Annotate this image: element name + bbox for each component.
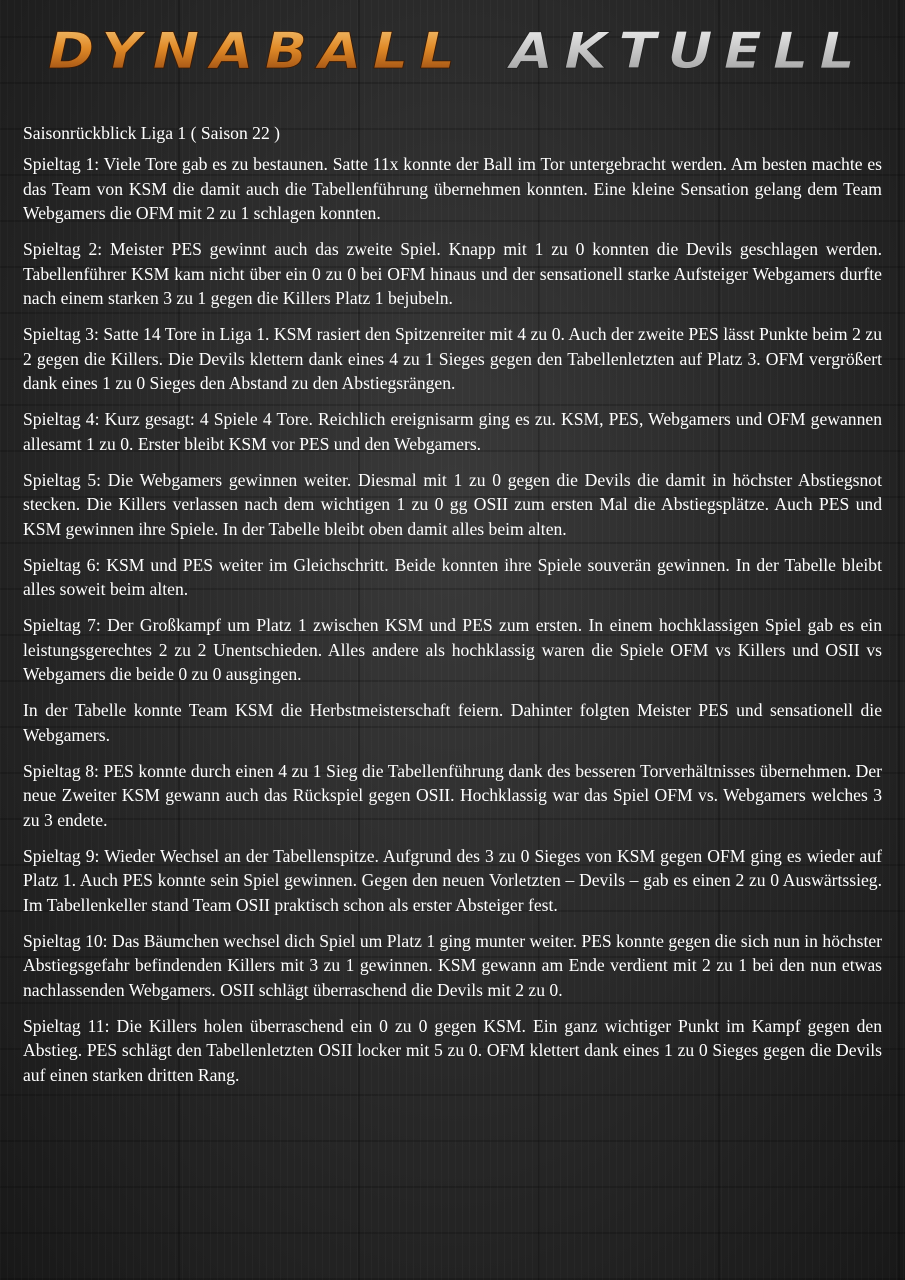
- page-header: [0, 0, 905, 110]
- dynaball-logo: [48, 24, 868, 80]
- article: [23, 122, 882, 1099]
- article-paragraph: Spieltag 10: Das Bäumchen wechsel dich Spiel um Platz 1 ging munter weiter. PES konnte gegen die sich nun in höchster Abstiegsgefahr befindenden Killers mit 3 zu 1 gewinnen. KSM gewann am Ende verdient mit 2 zu 1 bei den nun etwas nachlassenden Webgamers. OSII schlägt überraschend die Devils mit 2 zu 0.: [23, 930, 882, 1000]
- article-paragraph: Spieltag 8: PES konnte durch einen 4 zu 1 Sieg die Tabellenführung dank des besseren Torverhältnisses übernehmen. Der neue Zweiter KSM gewann auch das Rückspiel gegen OSII. Hochklassig war das Spiel OFM vs. Webgamers welches 3 zu 3 endete.: [23, 760, 882, 830]
- article-heading: Saisonrückblick Liga 1 ( Saison 22 ): [23, 123, 281, 143]
- article-paragraph: Spieltag 3: Satte 14 Tore in Liga 1. KSM rasiert den Spitzenreiter mit 4 zu 0. Auch der zweite PES lässt Punkte beim 2 zu 2 gegen die Killers. Die Devils klettern dank eines 4 zu 1 Sieges gegen den Tabellenletzten auf Platz 3. OFM vergrößert dank eines 1 zu 0 Sieges den Abstand zu den Abstiegsrängen.: [23, 324, 882, 393]
- article-paragraph: Spieltag 11: Die Killers holen überraschend ein 0 zu 0 gegen KSM. Ein ganz wichtiger Punkt im Kampf gegen den Abstieg. PES schlägt den Tabellenletzten OSII locker mit 5 zu 0. OFM klettert dank eines 1 zu 0 Sieges gegen die Devils auf einen starken dritten Rang.: [23, 1015, 882, 1085]
- article-paragraph: In der Tabelle konnte Team KSM die Herbstmeisterschaft feiern. Dahinter folgten Meister PES und sensationell die Webgamers.: [23, 700, 882, 745]
- article-paragraph: Spieltag 2: Meister PES gewinnt auch das zweite Spiel. Knapp mit 1 zu 0 konnten die Devils geschlagen werden. Tabellenführer KSM kam nicht über ein 0 zu 0 bei OFM hinaus und der sensationell starke Aufsteiger Webgamers durfte nach einem starken 3 zu 1 gegen die Killers Platz 1 bejubeln.: [23, 239, 882, 308]
- logo-text-right: AKTUELL: [505, 24, 866, 80]
- logo-graphic: [48, 24, 868, 80]
- article-paragraph: Spieltag 5: Die Webgamers gewinnen weiter. Diesmal mit 1 zu 0 gegen die Devils die damit in höchster Abstiegsnot stecken. Die Killers verlassen nach dem wichtigen 1 zu 0 gg OSII zum ersten Mal die Abstiegsplätze. Auch PES und KSM gewinnen ihre Spiele. In der Tabelle bleibt oben damit alles beim alten.: [23, 469, 882, 539]
- article-paragraph: Spieltag 9: Wieder Wechsel an der Tabellenspitze. Aufgrund des 3 zu 0 Sieges von KSM gegen OFM ging es wieder auf Platz 1. Auch PES konnte sein Spiel gewinnen. Gegen den neuen Vorletzten – Devils – gab es einen 2 zu 0 Auswärtssieg. Im Tabellenkeller stand Team OSII praktisch schon als erster Absteiger fest.: [23, 845, 882, 915]
- logo-text-left: DYNABALL: [48, 24, 466, 80]
- article-paragraph: Spieltag 1: Viele Tore gab es zu bestaunen. Satte 11x konnte der Ball im Tor untergebracht werden. Am besten machte es das Team von KSM die damit auch die Tabellenführung übernehmen konnten. Eine kleine Sensation gelang dem Team Webgamers die OFM mit 2 zu 1 schlagen konnten.: [23, 154, 882, 223]
- article-paragraph: Spieltag 6: KSM und PES weiter im Gleichschritt. Beide konnten ihre Spiele souverän gewinnen. In der Tabelle bleibt alles soweit beim alten.: [23, 554, 882, 599]
- article-paragraph: Spieltag 7: Der Großkampf um Platz 1 zwischen KSM und PES zum ersten. In einem hochklassigen Spiel gab es ein leistungsgerechtes 2 zu 2 Unentschieden. Alles andere als hochklassig waren die Spiele OFM vs Killers und OSII vs Webgamers die beide 0 zu 0 ausgingen.: [23, 615, 882, 684]
- article-paragraph: Spieltag 4: Kurz gesagt: 4 Spiele 4 Tore. Reichlich ereignisarm ging es zu. KSM, PES, Webgamers und OFM gewannen allesamt 1 zu 0. Erster bleibt KSM vor PES und den Webgamers.: [23, 409, 882, 454]
- article-body: [23, 152, 882, 1087]
